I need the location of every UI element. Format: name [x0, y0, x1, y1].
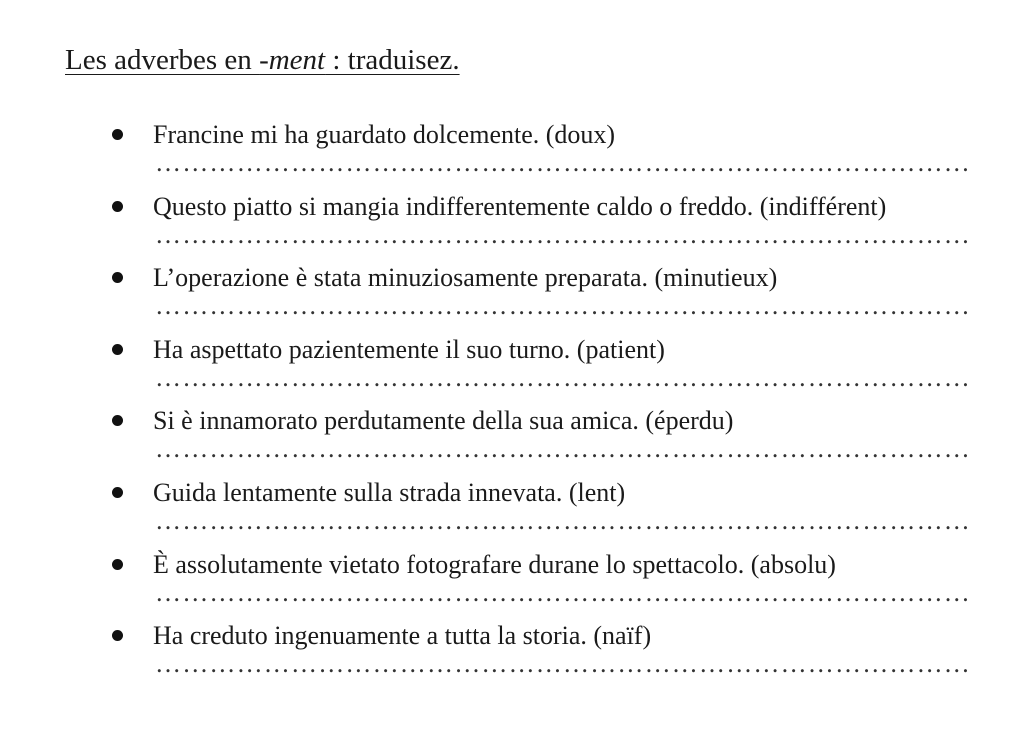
list-item	[0, 619, 1010, 691]
bullet-icon	[112, 415, 123, 426]
exercise-list	[0, 118, 1010, 691]
list-item	[0, 261, 1010, 333]
bullet-icon	[112, 344, 123, 355]
sentence-text: L’operazione è stata minuziosamente preparata. (minutieux)	[153, 263, 778, 293]
answer-line: ………………………………………………………………………………	[155, 148, 971, 177]
title-suffix: : traduisez.	[325, 44, 460, 76]
answer-line: ………………………………………………………………………………	[155, 649, 971, 679]
bullet-icon	[112, 129, 123, 140]
sentence-text: Guida lentamente sulla strada innevata. (lent)	[153, 477, 626, 507]
exercise-title	[65, 44, 460, 77]
answer-line: ………………………………………………………………………………	[155, 505, 971, 535]
list-item	[0, 404, 1010, 476]
bullet-icon	[112, 559, 123, 570]
list-item	[0, 190, 1010, 262]
list-item	[0, 118, 1010, 190]
sentence-text: Ha aspettato pazientemente il suo turno. (patient)	[153, 334, 665, 364]
sentence-text: Francine mi ha guardato dolcemente. (doux)	[153, 120, 616, 149]
sentence-text: Si è innamorato perdutamente della sua amica. (éperdu)	[153, 406, 734, 436]
bullet-icon	[112, 487, 123, 498]
list-item	[0, 333, 1010, 405]
bullet-icon	[112, 201, 123, 212]
list-item	[0, 476, 1010, 548]
sentence-text: È assolutamente vietato fotografare durane lo spettacolo. (absolu)	[153, 549, 836, 579]
answer-line: ………………………………………………………………………………	[155, 219, 971, 249]
sentence-text: Questo piatto si mangia indifferentemente caldo o freddo. (indifférent)	[153, 191, 887, 221]
answer-line: ………………………………………………………………………………	[155, 362, 971, 392]
answer-line: ………………………………………………………………………………	[155, 434, 971, 464]
bullet-icon	[112, 630, 123, 641]
title-emphasis: -ment	[259, 44, 326, 76]
sentence-text: Ha creduto ingenuamente a tutta la storia. (naïf)	[153, 621, 652, 651]
title-prefix: Les adverbes en	[65, 44, 260, 76]
answer-line: ………………………………………………………………………………	[155, 291, 971, 321]
list-item	[0, 548, 1010, 620]
answer-line: ………………………………………………………………………………	[155, 577, 971, 607]
bullet-icon	[112, 272, 123, 283]
